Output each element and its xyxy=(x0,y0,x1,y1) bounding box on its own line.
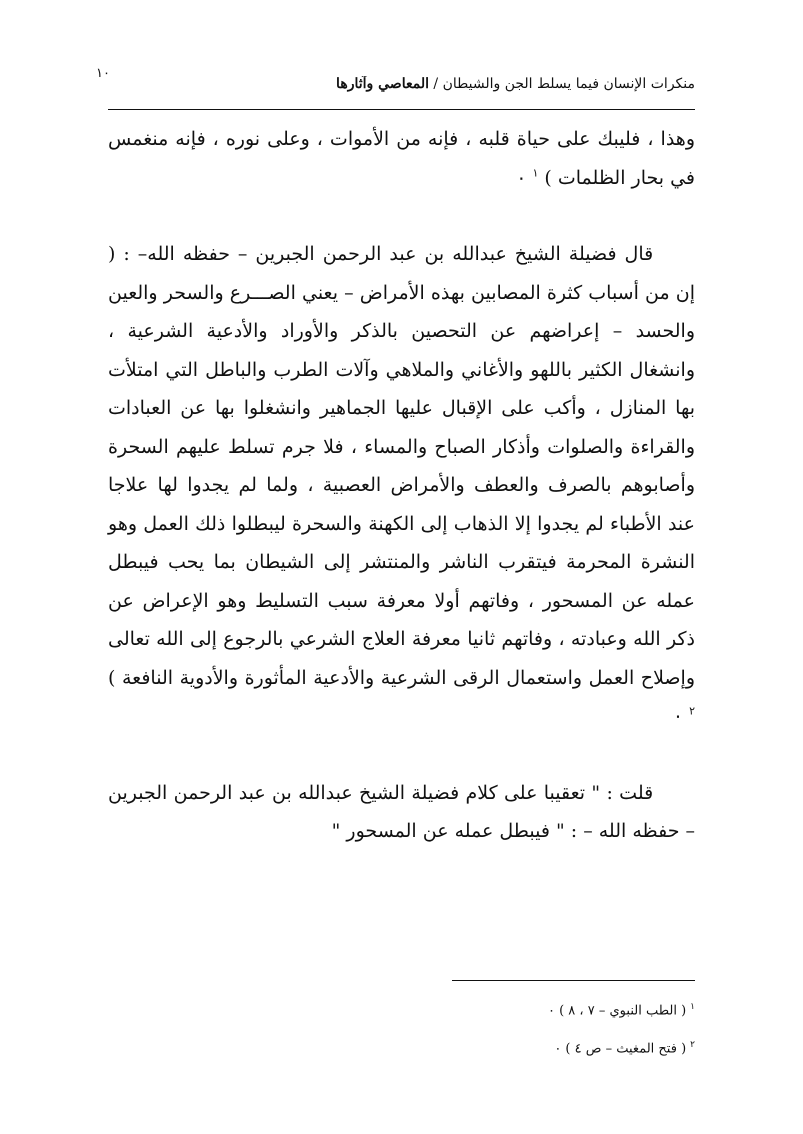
paragraph-3-text: قلت : " تعقيبا على كلام فضيلة الشيخ عبدالله بن عبد الرحمن الجبرين – حفظه الله – : " فيبطل عمله عن المسحور " xyxy=(108,781,695,842)
paragraph-2 xyxy=(108,235,695,736)
footnote-divider xyxy=(452,980,695,981)
footnote-1-text: ( الطب النبوي – ٧ ، ٨ ) ٠ xyxy=(547,1003,687,1019)
paragraph-1-end: ٠ xyxy=(516,166,527,189)
paragraph-2-end: ٠ xyxy=(672,705,684,727)
page-number: ١٠ xyxy=(96,66,110,81)
book-title: منكرات الإنسان فيما يسلط الجن والشيطان / xyxy=(433,76,695,92)
paragraph-2-text: قال فضيلة الشيخ عبدالله بن عبد الرحمن الجبرين – حفظه الله– : ( إن من أسباب كثرة المصابين بهذه الأمراض – يعني الصـــرع والسحر والعين والحسد – إعراضهم عن التحصين بالذكر والأوراد والأدعية الشرعية ، وانشغال الكثير باللهو والأغاني والملاهي وآلات الطرب والباطل التي امتلأت بها المنازل ، وأكب على الإقبال عليها الجماهير وانشغلوا بها عن العبادات والقراءة والصلوات وأذكار الصباح والمساء ، فلا جرم تسلط عليهم السحرة وأصابوهم بالصرف والعطف والأمراض العصبية ، ولما لم يجدوا لها علاجا عند الأطباء لم يجدوا إلا الذهاب إلى الكهنة والسحرة ليبطلوا ذلك العمل وهو النشرة المحرمة فيتقرب الناشر والمنتشر إلى الشيطان بما يحب فيبطل عمله عن المسحور ، وفاتهم أولا معرفة سبب التسليط وهو الإعراض عن ذكر الله وعبادته ، وفاتهم ثانيا معرفة العلاج الشرعي بالرجوع إلى الله تعالى وإصلاح العمل واستعمال الرقى الشرعية والأدعية المأثورة والأدوية النافعة ) xyxy=(108,243,695,689)
footnotes xyxy=(108,990,695,1067)
main-text xyxy=(108,120,695,851)
header-divider xyxy=(108,109,695,110)
footnote-2 xyxy=(108,1028,695,1066)
footnote-ref-2: ٢ xyxy=(689,704,695,718)
footnote-1 xyxy=(108,990,695,1028)
footnote-ref-1: ١ xyxy=(532,166,539,180)
footnote-1-number: ١ xyxy=(690,1002,695,1012)
paragraph-1-text: وهذا ، فليبك على حياة قلبه ، فإنه من الأموات ، وعلى نوره ، فإنه منغمس في بحار الظلمات ) xyxy=(108,128,695,189)
paragraph-3 xyxy=(108,774,695,851)
running-header xyxy=(108,76,695,92)
paragraph-1 xyxy=(108,120,695,197)
chapter-title: المعاصي وآثارها xyxy=(336,76,429,92)
footnote-2-number: ٢ xyxy=(690,1040,695,1051)
footnote-2-text: ( فتح المغيث – ص ٤ ) ٠ xyxy=(554,1041,687,1057)
